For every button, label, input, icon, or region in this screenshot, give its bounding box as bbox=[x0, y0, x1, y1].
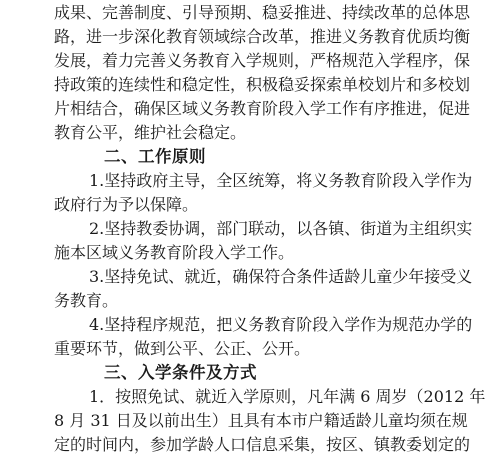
body-text-line: 路，进一步深化教育领域综合改革，推进义务教育优质均衡 bbox=[54, 27, 471, 46]
principle-item-line: 施本区域义务教育阶段入学工作。 bbox=[54, 243, 295, 262]
body-text-line: 发展，着力完善义务教育入学规则，严格规范入学程序，保 bbox=[54, 51, 471, 70]
body-text-line: 片相结合，确保区域义务教育阶段入学工作有序推进，促进 bbox=[54, 99, 471, 118]
body-text-line: 成果、完善制度、引导预期、稳妥推进、持续改革的总体思 bbox=[54, 3, 471, 22]
principle-item-line: 4.坚持程序规范，把义务教育阶段入学作为规范办学的 bbox=[89, 315, 473, 334]
section-heading: 三、入学条件及方式 bbox=[104, 363, 257, 382]
principle-item-line: 政府行为予以保障。 bbox=[54, 195, 199, 214]
body-text-line: 持政策的连续性和稳定性，积极稳妥探索单校划片和多校划 bbox=[54, 75, 471, 94]
principle-item-line: 1.坚持政府主导，全区统筹，将义务教育阶段入学作为 bbox=[89, 171, 473, 190]
principle-item-line: 3.坚持免试、就近，确保符合条件适龄儿童少年接受义 bbox=[89, 267, 473, 286]
condition-item-line: 定的时间内，参加学龄人口信息采集，按区、镇教委划定的 bbox=[54, 435, 471, 454]
section-heading: 二、工作原则 bbox=[104, 147, 206, 166]
body-text-line: 教育公平，维护社会稳定。 bbox=[54, 123, 247, 142]
principle-item-line: 务教育。 bbox=[54, 291, 119, 310]
condition-item-line: 1．按照免试、就近入学原则，凡年满 6 周岁（2012 年 bbox=[89, 387, 486, 406]
principle-item-line: 重要环节，做到公平、公正、公开。 bbox=[54, 339, 311, 358]
condition-item-line: 8 月 31 日及以前出生）且具有本市户籍适龄儿童均须在规 bbox=[54, 411, 468, 430]
principle-item-line: 2.坚持教委协调，部门联动，以各镇、街道为主组织实 bbox=[89, 219, 473, 238]
